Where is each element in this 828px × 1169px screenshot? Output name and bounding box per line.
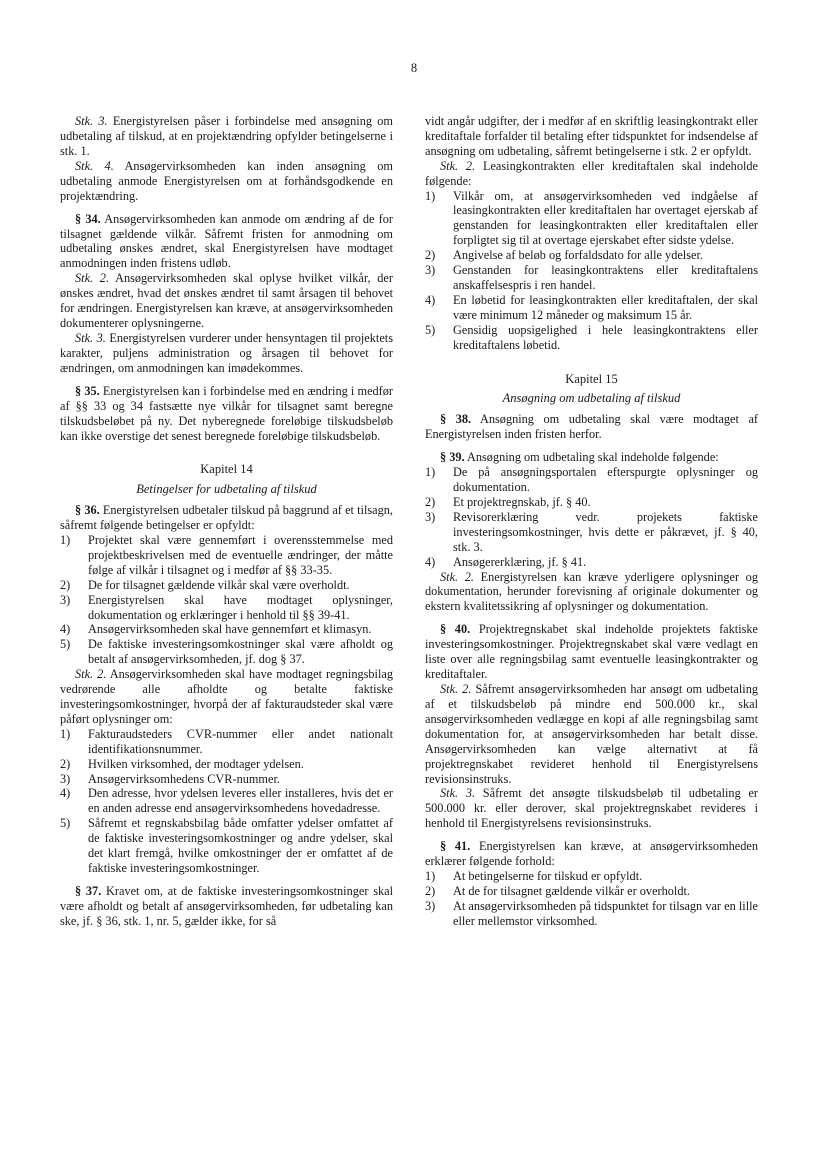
- list-item: 1) Fakturaudsteders CVR-nummer eller andet nationalt identifikationsnummer.: [60, 726, 393, 756]
- list-item: 2) Angivelse af beløb og forfaldsdato for alle ydelser.: [425, 248, 703, 263]
- section-37-continued: vidt angår udgifter, der i medfør af en skriftlig leasingkontrakt eller kreditaftale forfalder til betaling efter tidspunktet for indsendelse af ansøgning om udbetaling, såfremt betingelserne i stk. 2 er opfyldt.: [425, 114, 758, 158]
- section-34: § 34. Ansøgervirksomheden kan anmode om ændring af de for tilsagnet gældende vilkår. Såfremt fristen for anmodning om udbetaling ønskes ændret, skal Energistyrelsen have modtaget anmodningen inden fristens udløb.: [60, 211, 393, 271]
- list-item: 3) Revisorerklæring vedr. projekets faktiske investeringsomkostninger, hvis dette er påkrævet, jf. § 40, stk. 3.: [425, 509, 758, 554]
- list-item: 4) Ansøgervirksomheden skal have gennemført et klimasyn.: [60, 622, 372, 637]
- paragraph-s34-stk3: Stk. 3. Energistyrelsen vurderer under hensyntagen til projektets karakter, puljens administration og årsagen til behovet for ændringen, om anmodningen kan imødekommes.: [60, 330, 393, 375]
- list-item: 3) At ansøgervirksomheden på tidspunktet for tilsagn var en lille eller mellemstor virksomhed.: [425, 898, 758, 928]
- section-41: § 41. Energistyrelsen kan kræve, at ansøgervirksomheden erklærer følgende forhold:: [425, 839, 758, 869]
- s41-list: [425, 869, 758, 929]
- section-37: § 37. Kravet om, at de faktiske investeringsomkostninger skal være afholdt og betalt af ansøgervirksomheden, før udbetaling kan ske, jf. § 36, stk. 1, nr. 5, gælder ikke, for så: [60, 884, 393, 928]
- s37-stk2-list: [425, 189, 758, 353]
- paragraph-s36-stk2: Stk. 2. Ansøgervirksomheden skal have modtaget regningsbilag vedrørende alle afholdte og betalte faktiske investeringsomkostninger, hvorpå der af fakturaudsteder skal være påført oplysninger om:: [60, 667, 393, 726]
- page-number: 8: [410, 61, 418, 75]
- list-item: 5) Såfremt et regnskabsbilag både omfatter ydelser omfattet af de faktiske investeringsomkostninger og andre ydelser, skal det klart fremgå, hvilke omkostninger der er omfattet af de faktiske investeringsomkostninger.: [60, 816, 393, 875]
- list-item: 2) De for tilsagnet gældende vilkår skal være overholdt.: [60, 577, 350, 592]
- paragraph-s39-stk2: Stk. 2. Energistyrelsen kan kræve yderligere oplysninger og dokumentation, herunder forevisning af originale dokumenter og ekstern kvalitetssikring af oplysninger og dokumentation.: [425, 569, 758, 614]
- s36-list: [60, 533, 393, 667]
- list-item: 3) Genstanden for leasingkontraktens eller kreditaftalens anskaffelsespris i ren handel.: [425, 263, 758, 292]
- list-item: 3) Energistyrelsen skal have modtaget oplysninger, dokumentation og erklæringer i henhold til §§ 39-41.: [60, 592, 393, 622]
- section-38: § 38. Ansøgning om udbetaling skal være modtaget af Energistyrelsen inden fristen herfor.: [425, 412, 758, 442]
- section-40: § 40. Projektregnskabet skal indeholde projektets faktiske investeringsomkostninger. Projektregnskabet skal være vedlagt en liste over alle regningsbilag samt eventuelle leasingkontrakter og kreditaftaler.: [425, 622, 759, 682]
- chapter-15-subtitle: Ansøgning om udbetaling af tilskud: [502, 391, 681, 406]
- list-item: 4) Den adresse, hvor ydelsen leveres eller installeres, hvis det er en anden adresse end ansøgervirksomhedens hovedadresse.: [60, 786, 393, 816]
- paragraph-s34-stk2: Stk. 2. Ansøgervirksomheden skal oplyse hvilket vilkår, der ønskes ændret, hvad det ønskes ændret til samt årsagen til behovet for ændringen. Energistyrelsen kan kræve, at ansøgervirksomheden dokumenterer oplysningerne.: [60, 271, 393, 330]
- chapter-14-subtitle: Betingelser for udbetaling af tilskud: [136, 482, 317, 497]
- list-item: 2) At de for tilsagnet gældende vilkår er overholdt.: [425, 884, 690, 899]
- list-item: 5) De faktiske investeringsomkostninger skal være afholdt og betalt af ansøgervirksomheden, jf. dog § 37.: [60, 637, 393, 667]
- list-item: 2) Hvilken virksomhed, der modtager ydelsen.: [60, 756, 304, 771]
- list-item: 1) At betingelserne for tilskud er opfyldt.: [425, 869, 643, 884]
- paragraph-s40-stk2: Stk. 2. Såfremt ansøgervirksomheden har ansøgt om udbetaling af et tilskudsbeløb på mindre end 500.000 kr., skal ansøgervirksomheden vedlægge en kopi af alle regningsbilag samt dokumentation for, at ansøgervirksomheden har betalt disse. Ansøgervirksomheden kan vælge alternativt at få projektregnskabet revideret henhold til Energistyrelsens revisionsinstruks.: [425, 682, 758, 786]
- list-item: 5) Gensidig uopsigelighed i hele leasingkontraktens eller kreditaftalens løbetid.: [425, 322, 758, 352]
- paragraph-s33-stk4: Stk. 4. Ansøgervirksomheden kan inden ansøgning om udbetaling anmode Energistyrelsen om at forhåndsgodkende en projektændring.: [60, 158, 393, 203]
- list-item: 4) En løbetid for leasingkontrakten eller kreditaftalen, der skal være minimum 12 måneder og maksimum 15 år.: [425, 292, 758, 322]
- chapter-15-title: Kapitel 15: [565, 371, 618, 386]
- list-item: 4) Ansøgererklæring, jf. § 41.: [425, 554, 587, 569]
- section-39: § 39. Ansøgning om udbetaling skal indeholde følgende:: [440, 450, 719, 465]
- list-item: 1) De på ansøgningsportalen efterspurgte oplysninger og dokumentation.: [425, 465, 758, 495]
- list-item: 1) Vilkår om, at ansøgervirksomheden ved indgåelse af leasingkontrakten eller kreditaftalen har overtaget ejerskab af genstanden for leasingkontrakten eller kreditaftalen eller forpligtet sig til at overtage ejerskabet efter sidste ydelse.: [425, 188, 758, 248]
- paragraph-s33-stk3: Stk. 3. Energistyrelsen påser i forbindelse med ansøgning om udbetaling af tilskud, at en projektændring opfylder betingelserne i stk. 1.: [60, 114, 393, 158]
- paragraph-s37-stk2: Stk. 2. Leasingkontrakten eller kreditaftalen skal indeholde følgende:: [425, 158, 758, 188]
- right-column: [425, 114, 758, 929]
- s36-stk2-list: [60, 727, 393, 876]
- list-item: 2) Et projektregnskab, jf. § 40.: [425, 495, 591, 510]
- list-item: 1) Projektet skal være gennemført i overensstemmelse med projektbeskrivelsen med de eventuelle ændringer, der måtte følge af vilkår i tilsagnet og i medfør af §§ 33-35.: [60, 533, 393, 577]
- chapter-14-title: Kapitel 14: [200, 462, 253, 477]
- section-35: § 35. Energistyrelsen kan i forbindelse med en ændring i medfør af §§ 33 og 34 fastsætte nye vilkår for tilsagnet samt beregne tilskudsbeløbet på ny. Det nyberegnede foreløbige tilskudsbeløb kan ikke overstige det senest beregnede foreløbige tilskudsbeløb.: [60, 383, 394, 443]
- section-36: § 36. Energistyrelsen udbetaler tilskud på baggrund af et tilsagn, såfremt følgende betingelser er opfyldt:: [60, 503, 393, 533]
- list-item: 3) Ansøgervirksomhedens CVR-nummer.: [60, 771, 280, 786]
- s39-list: [425, 465, 758, 569]
- left-column: [60, 114, 393, 929]
- paragraph-s40-stk3: Stk. 3. Såfremt det ansøgte tilskudsbeløb til udbetaling er 500.000 kr. eller derover, skal projektregnskabet revideres i henhold til Energistyrelsens revisionsinstruks.: [425, 786, 758, 831]
